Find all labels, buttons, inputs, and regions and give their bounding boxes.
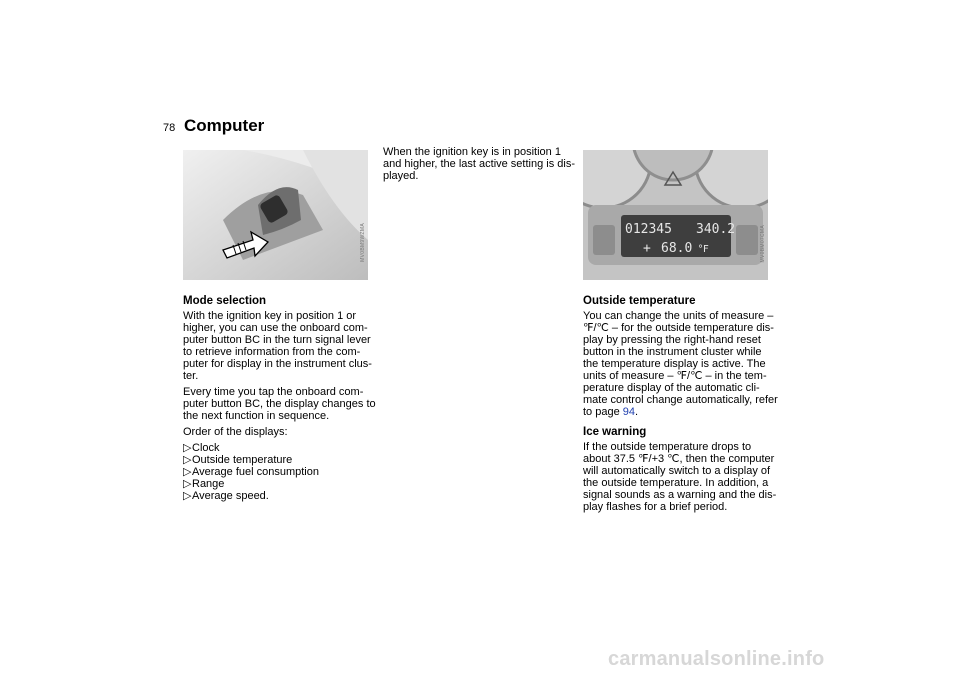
mode-selection-paragraph-2: Every time you tap the onboard com-puter button BC, the display changes to the next function in sequence.	[183, 386, 376, 422]
list-item: ▷ Outside temperature	[183, 454, 293, 466]
ice-warning-heading: Ice warning	[583, 426, 647, 438]
list-item: ▷ Clock	[183, 442, 220, 454]
bullet-icon: ▷	[183, 478, 192, 490]
range-reading: 340.2	[696, 222, 736, 237]
list-item: ▷ Range	[183, 478, 225, 490]
page-title: Computer	[184, 116, 265, 135]
bullet-icon: ▷	[183, 490, 192, 502]
temperature-reading: 68.0	[661, 241, 693, 256]
bullet-icon: ▷	[183, 454, 192, 466]
display-order-list	[183, 442, 378, 502]
odometer-reading: 012345	[625, 222, 672, 237]
temperature-sign: +	[643, 241, 651, 256]
outside-temperature-heading: Outside temperature	[583, 295, 696, 307]
page-number: 78	[163, 122, 176, 134]
mode-selection-heading: Mode selection	[183, 295, 267, 307]
mode-selection-paragraph-3: Order of the displays:	[183, 426, 288, 438]
middle-column	[383, 146, 578, 186]
mode-selection-paragraph-1: With the ignition key in position 1 or higher, you can use the onboard com-puter button BC in the turn signal lever to retrieve information from the com-puter for display in the instrument clus-ter.	[183, 310, 372, 382]
bullet-icon: ▷	[183, 466, 192, 478]
instrument-cluster-figure	[583, 150, 768, 280]
temperature-unit: °F	[698, 244, 709, 255]
figure-code: MV0BM07CMA	[760, 224, 766, 262]
list-item: ▷ Average speed.	[183, 490, 269, 502]
outside-temperature-paragraph: You can change the units of measure – ℉/℃ – for the outside temperature dis-play by pressing the right-hand reset button in the instrument cluster while the temperature display is active. The units of measure – ℉/℃ – in the tem-perature display of the automatic cli-mate control change automatically, refer to page 94.	[583, 310, 778, 418]
steering-column-lever-illustration-icon	[183, 150, 368, 280]
figure-code: MV0BM9WZMA	[360, 223, 366, 262]
last-active-setting-text: When the ignition key is in position 1 and higher, the last active setting is dis-played.	[383, 146, 575, 182]
bullet-icon: ▷	[183, 442, 192, 454]
mode-selection-section	[183, 295, 378, 502]
turn-signal-lever-figure	[183, 150, 368, 280]
instrument-cluster-illustration-icon	[583, 150, 768, 280]
ice-warning-paragraph: If the outside temperature drops to about 37.5 ℉/+3 ℃, then the computer will automatically switch to a display of the outside temperature. In addition, a signal sounds as a warning and the dis-play flashes for a brief period.	[583, 441, 777, 513]
list-item: ▷ Average fuel consumption	[183, 466, 319, 478]
right-column	[583, 295, 778, 517]
page-reference-link[interactable]: 94	[622, 406, 636, 418]
site-watermark: carmanualsonline.info	[608, 648, 825, 670]
